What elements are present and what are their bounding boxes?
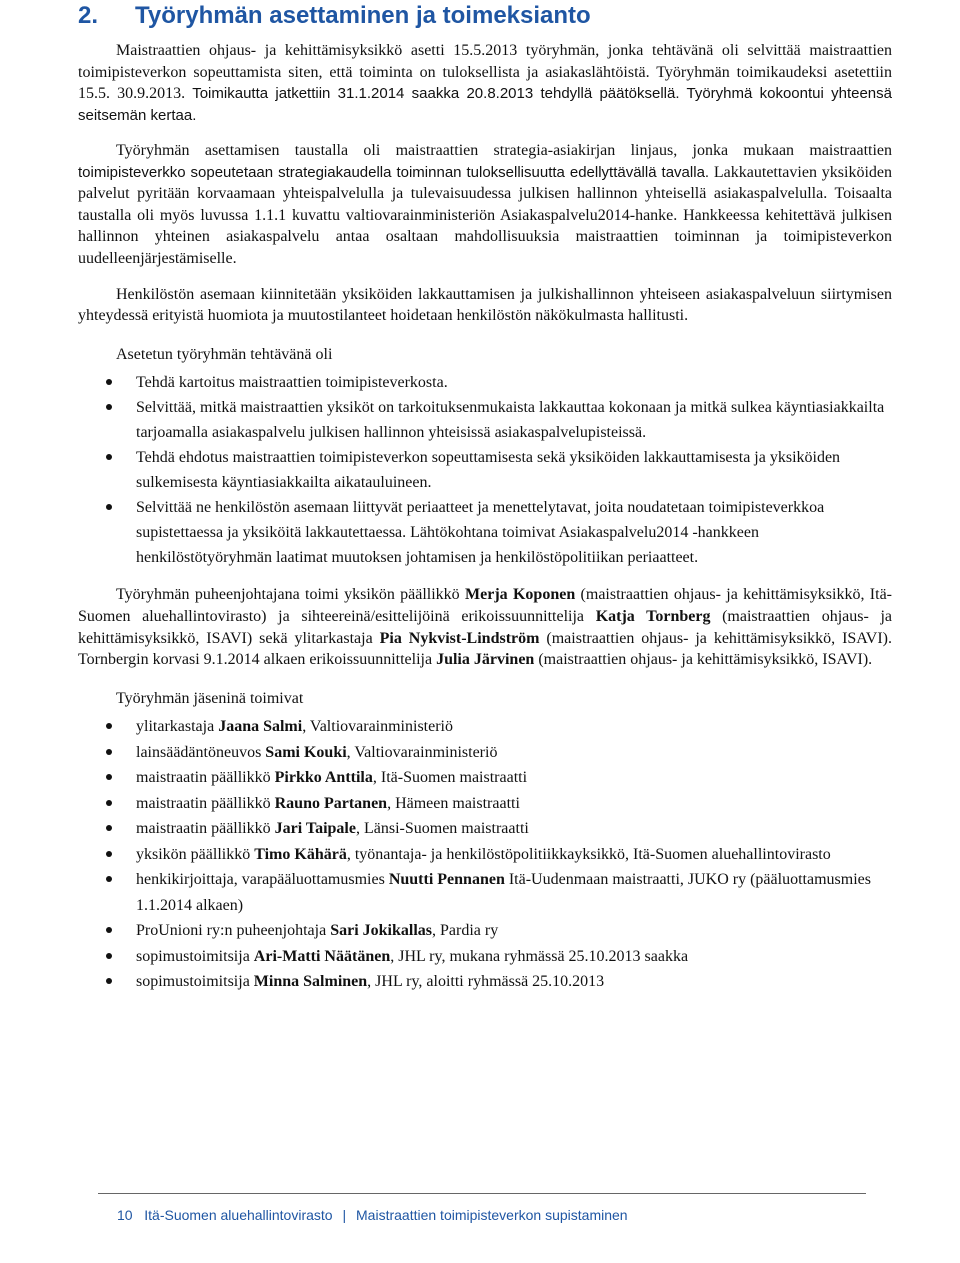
member-name: Ari-Matti Näätänen [253,947,391,965]
member-name: Minna Salminen [253,973,368,991]
background-text-3: Lakkautettavien yksiköiden palvelut pyritään korvaamaan yhteispalvelulla ja tulevaisuudessa julkisen hallinnon yhteisellä asiakaspalvelulla. Toisaalta taustalla oli myös luvussa 1.1.1 kuvattu valtiovarainministeriön Asiakaspalvelu2014-hanke. Hankkeessa kehitettävä julkisen hallinnon yhteinen asiakaspalvelu antaa osaltaan mahdollisuuksia maistraattien toiminnan ja toimipisteverkon uudelleenjärjestämiselle. [78,163,892,267]
section-title: Työryhmän asettaminen ja toimeksianto [135,2,591,29]
member-organization: , Länsi-Suomen maistraatti [355,820,529,838]
background-text-2: toimipisteverkko sopeutetaan strategiakaudella toiminnan tuloksellisuutta edellyttävällä tavalla. [78,163,710,181]
member-organization: , Pardia ry [432,922,499,940]
list-item: Selvittää ne henkilöstön asemaan liittyvät periaatteet ja menettelytavat, joita noudatetaan toimipisteverkkoa supistettaessa ja yksiköitä lakkautettaessa. Lähtökohtana toimivat Asiakaspalvelu2014 -hankkeen henkilöstötyöryhmän laatimat muutoksen johtamisen ja henkilöstöpolitiikan periaatteet. [78,495,892,570]
body-text [78,40,892,995]
member-role: ylitarkastaja [136,718,219,736]
footer-divider [98,1193,866,1194]
appointment-text: Maistraattien ohjaus- ja kehittämisyksikkö asetti 15.5.2013 työryhmän, jonka tehtävänä oli selvittää maistraattien toimipisteverkon sopeuttamista siten, että toiminta on tuloksellista ja asiakaslähtöistä. Työryhmän toimikaudeksi asetettiin 15.5. 30.9.2013. [78,42,892,102]
list-item [78,714,892,740]
list-item: Tehdä ehdotus maistraattien toimipisteverkon sopeuttamisesta sekä yksiköiden lakkauttamisesta ja yksiköiden sulkemisesta käyntiasiakkailta aikatauluineen. [78,445,892,495]
paragraph-background [78,140,892,270]
member-role: ProUnioni ry:n puheenjohtaja [136,922,331,940]
page-number: 10 [117,1207,133,1223]
list-item [78,867,892,918]
member-role: lainsäädäntöneuvos [136,743,266,761]
tasks-lead: Asetetun työryhmän tehtävänä oli [116,345,333,363]
list-item [78,842,892,868]
member-role: henkikirjoittaja, varapääluottamusmies [136,871,389,889]
person-name: Julia Järvinen [436,651,535,669]
chair-text: Työryhmän puheenjohtajana toimi yksikön päällikkö [116,586,466,604]
footer-document-title: Maistraattien toimipisteverkon supistaminen [356,1207,628,1223]
member-role: maistraatin päällikkö [136,820,275,838]
chair-text: (maistraattien ohjaus- ja kehittämisyksikkö, Itä-Suomen aluehallintovirasto) ja sihteereinä/esittelijöinä erikoissuunnittelija [78,586,892,625]
member-organization: Itä-Uudenmaan maistraatti, JUKO ry (pääluottamusmies 1.1.2014 alkaen) [136,871,871,914]
member-organization: , työnantaja- ja henkilöstöpolitiikkayksikkö, Itä-Suomen aluehallintovirasto [346,845,831,863]
member-name: Jaana Salmi [218,718,303,736]
member-role: maistraatin päällikkö [136,794,275,812]
list-item [78,740,892,766]
member-name: Sari Jokikallas [330,922,432,940]
person-name: Merja Koponen [465,586,576,604]
member-organization: , JHL ry, aloitti ryhmässä 25.10.2013 [367,973,605,991]
members-lead: Työryhmän jäseninä toimivat [116,689,304,707]
member-name: Rauno Partanen [274,794,388,812]
list-item [78,918,892,944]
paragraph-personnel: Henkilöstön asemaan kiinnitetään yksiköiden lakkauttamisen ja julkishallinnon yhteiseen asiakaspalveluun siirtymisen yhteydessä erityistä huomiota ja muutostilanteet hoidetaan henkilöstön näkökulmasta hallitusti. [78,285,892,325]
page-footer [117,1207,628,1223]
member-organization: , Valtiovarainministeriö [346,743,498,761]
list-item: Selvittää, mitkä maistraattien yksiköt on tarkoituksenmukaista lakkauttaa kokonaan ja mitkä sulkea käyntiasiakkailta tarjoamalla asiakaspalvelu julkisen hallinnon yhteisissä asiakaspalvelupisteissä. [78,395,892,445]
list-item [78,969,892,995]
chair-text: (maistraattien ohjaus- ja kehittämisyksikkö, ISAVI) sekä ylitarkastaja [78,607,893,647]
person-name: Pia Nykvist-Lindström [379,629,540,647]
list-item [78,944,892,970]
person-name: Katja Tornberg [595,607,711,625]
member-organization: , JHL ry, mukana ryhmässä 25.10.2013 saakka [390,947,689,965]
background-text-1: Työryhmän asettamisen taustalla oli maistraattien strategia-asiakirjan linjaus, jonka mukaan maistraattien [116,142,892,159]
member-organization: , Hämeen maistraatti [387,794,520,812]
member-role: sopimustoimitsija [136,947,254,965]
term-extension-text: Toimikautta jatkettiin 31.1.2014 saakka 20.8.2013 tehdyllä päätöksellä. Työryhmä kokoontui yhteensä seitsemän kertaa. [78,85,892,124]
member-role: maistraatin päällikkö [136,769,275,787]
member-name: Jari Taipale [274,820,356,838]
members-list [78,714,892,995]
member-name: Nuutti Pennanen [388,871,505,889]
chair-text: (maistraattien ohjaus- ja kehittämisyksikkö, ISAVI). [534,651,873,669]
member-organization: , Itä-Suomen maistraatti [372,769,528,787]
chair-text: (maistraattien ohjaus- ja kehittämisyksikkö, ISAVI). Tornbergin korvasi 9.1.2014 alkaen erikoissuunnittelija [78,629,893,669]
list-item [78,816,892,842]
member-role: yksikön päällikkö [136,845,255,863]
section-heading [78,2,591,30]
member-name: Timo Kähärä [254,845,347,863]
list-item: Tehdä kartoitus maistraattien toimipisteverkosta. [78,370,892,395]
member-organization: , Valtiovarainministeriö [302,718,453,736]
member-name: Pirkko Anttila [274,769,373,787]
list-item [78,765,892,791]
member-name: Sami Kouki [265,743,347,761]
paragraph-appointment [78,40,892,126]
tasks-list [78,370,892,570]
footer-separator: | [342,1207,347,1223]
section-number: 2. [78,2,99,29]
paragraph-chair [78,584,892,670]
list-item [78,791,892,817]
member-role: sopimustoimitsija [136,973,254,991]
footer-organization: Itä-Suomen aluehallintovirasto [144,1207,333,1223]
